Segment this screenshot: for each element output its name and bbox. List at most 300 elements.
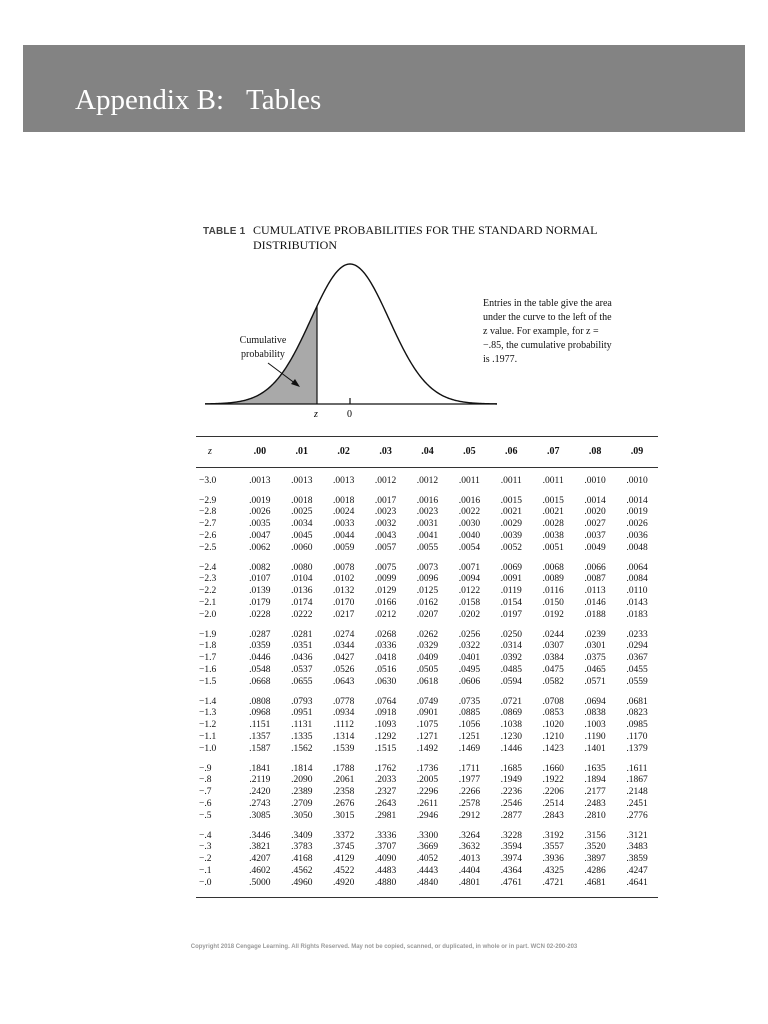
table-row (196, 811, 658, 823)
probability-cell: .0028 (542, 519, 564, 530)
probability-cell: .0020 (584, 507, 606, 518)
table-row (196, 574, 658, 586)
probability-cell: .1093 (374, 720, 397, 731)
probability-cell: .1762 (374, 763, 397, 774)
probability-cell: .0139 (249, 586, 271, 597)
probability-cell: .1492 (416, 743, 439, 754)
z-value-cell: −2.2 (199, 586, 217, 597)
probability-cell: .0968 (249, 708, 271, 719)
probability-cell: .2005 (416, 775, 439, 786)
z-value-cell: −1.6 (199, 664, 217, 675)
probability-cell: .0078 (332, 562, 355, 573)
probability-cell: .0122 (458, 586, 481, 597)
probability-cell: .0033 (332, 519, 355, 530)
probability-cell: .0089 (542, 574, 564, 585)
probability-cell: .3821 (249, 842, 271, 853)
probability-cell: .0559 (626, 676, 648, 687)
table-header-row (196, 437, 658, 468)
probability-cell: .0336 (374, 641, 397, 652)
table-explanation-note: Entries in the table give the area under the curve to the left of the z value. For example, for z = −.85, the cumulative probability is .1977. (483, 298, 612, 365)
probability-cell: .0030 (458, 519, 481, 530)
probability-cell: .0150 (542, 597, 564, 608)
probability-cell: .0207 (416, 609, 439, 620)
probability-cell: .2877 (500, 810, 522, 821)
probability-cell: .1056 (458, 720, 481, 731)
probability-cell: .0045 (291, 530, 313, 541)
probability-cell: .0048 (626, 542, 648, 553)
probability-cell: .0143 (626, 597, 648, 608)
z-value-cell: −1.7 (199, 653, 217, 664)
probability-cell: .3015 (332, 810, 355, 821)
probability-cell: .0516 (374, 664, 397, 675)
table-row (196, 586, 658, 598)
probability-cell: .0075 (374, 562, 397, 573)
probability-cell: .0485 (500, 664, 522, 675)
probability-cell: .4325 (542, 865, 564, 876)
probability-cell: .4129 (332, 854, 355, 865)
probability-cell: .2578 (458, 798, 481, 809)
probability-cell: .4364 (500, 865, 522, 876)
probability-cell: .3483 (626, 842, 648, 853)
probability-cell: .0047 (249, 530, 271, 541)
table-row (196, 653, 658, 665)
probability-cell: .0035 (249, 519, 271, 530)
probability-cell: .2177 (584, 787, 606, 798)
table-caption: CUMULATIVE PROBABILITIES FOR THE STANDARD NORMAL DISTRIBUTION (253, 223, 598, 252)
probability-cell: .0027 (584, 519, 606, 530)
probability-cell: .0901 (416, 708, 439, 719)
probability-cell: .1401 (584, 743, 606, 754)
probability-cell: .3121 (626, 830, 648, 841)
z-value-cell: −2.5 (199, 542, 217, 553)
probability-cell: .4920 (323, 878, 365, 897)
probability-cell: .0091 (500, 574, 522, 585)
probability-cell: .2810 (584, 810, 606, 821)
probability-cell: .0643 (332, 676, 355, 687)
probability-cell: .1814 (291, 763, 313, 774)
probability-cell: .0016 (458, 495, 481, 506)
probability-cell: .3594 (500, 842, 522, 853)
probability-cell: .0129 (374, 586, 397, 597)
probability-cell: .0233 (626, 629, 648, 640)
probability-cell: .2420 (249, 787, 271, 798)
probability-cell: .4880 (365, 878, 407, 897)
probability-cell: .0051 (542, 542, 564, 553)
probability-cell: .3156 (584, 830, 606, 841)
probability-cell: .2546 (500, 798, 522, 809)
probability-cell: .0059 (332, 542, 355, 553)
probability-cell: .0014 (584, 495, 606, 506)
probability-cell: .0162 (416, 597, 439, 608)
probability-cell: .0436 (291, 653, 313, 664)
probability-cell: .0037 (584, 530, 606, 541)
table-row (196, 610, 658, 622)
header-col: .08 (574, 437, 616, 468)
copyright-notice: Copyright 2018 Cengage Learning. All Rights Reserved. May not be copied, scanned, or duplicated, in whole or in part. WCN 02-200-203 (190, 944, 578, 950)
z-value-cell: −1.3 (199, 708, 217, 719)
header-col: .01 (281, 437, 323, 468)
probability-cell: .0166 (374, 597, 397, 608)
probability-cell: .3707 (374, 842, 397, 853)
probability-cell: .3632 (458, 842, 481, 853)
probability-cell: .0170 (332, 597, 355, 608)
probability-cell: .4641 (616, 878, 658, 897)
probability-cell: .0495 (458, 664, 481, 675)
probability-cell: .0069 (500, 562, 522, 573)
table-row (196, 519, 658, 531)
probability-cell: .0934 (332, 708, 355, 719)
probability-cell: .4801 (448, 878, 490, 897)
probability-cell: .1423 (542, 743, 564, 754)
probability-cell: .2946 (416, 810, 439, 821)
probability-cell: .0217 (332, 609, 355, 620)
probability-cell: .0985 (626, 720, 648, 731)
probability-cell: .1190 (584, 731, 606, 742)
probability-cell: .3783 (291, 842, 313, 853)
probability-cell: .3336 (374, 830, 397, 841)
zero-axis-label: 0 (347, 409, 352, 420)
probability-cell: .0026 (249, 507, 271, 518)
probability-cell: .0228 (249, 609, 271, 620)
probability-cell: .0036 (626, 530, 648, 541)
row-group (196, 488, 658, 555)
probability-cell: .2776 (626, 810, 648, 821)
probability-cell: .1251 (458, 731, 481, 742)
z-value-cell: −.9 (199, 763, 212, 774)
probability-cell: .0044 (332, 530, 355, 541)
probability-cell: .0011 (458, 475, 480, 486)
probability-cell: .3228 (500, 830, 522, 841)
probability-cell: .0084 (626, 574, 648, 585)
probability-cell: .3192 (542, 830, 564, 841)
z-value-cell: −2.7 (199, 519, 217, 530)
header-col: .09 (616, 437, 658, 468)
z-value-cell: −.2 (199, 854, 212, 865)
probability-cell: .0197 (500, 609, 522, 620)
probability-cell: .3372 (332, 830, 355, 841)
probability-cell: .2358 (332, 787, 355, 798)
probability-cell: .1788 (332, 763, 355, 774)
header-col: .02 (323, 437, 365, 468)
z-value-cell: −2.1 (199, 597, 217, 608)
probability-cell: .1977 (458, 775, 481, 786)
probability-cell: .0885 (458, 708, 481, 719)
probability-cell: .2206 (542, 787, 564, 798)
probability-cell: .0202 (458, 609, 481, 620)
probability-cell: .0034 (291, 519, 313, 530)
probability-cell: .3085 (249, 810, 271, 821)
probability-cell: .0475 (542, 664, 564, 675)
probability-cell: .0062 (249, 542, 271, 553)
probability-cell: .2389 (291, 787, 313, 798)
probability-cell: .0012 (374, 475, 397, 486)
probability-cell: .0212 (374, 609, 397, 620)
z-value-cell: −1.2 (199, 720, 217, 731)
probability-cell: .0052 (500, 542, 522, 553)
row-group (196, 467, 658, 487)
probability-cell: .0019 (249, 495, 271, 506)
probability-cell: .0011 (542, 475, 564, 486)
table-row (196, 507, 658, 519)
table-row (196, 665, 658, 677)
row-group (196, 622, 658, 689)
z-value-cell: −1.0 (199, 743, 217, 754)
probability-cell: .0055 (416, 542, 439, 553)
probability-cell: .0073 (416, 562, 439, 573)
probability-cell: .0222 (291, 609, 313, 620)
page-title (75, 86, 321, 115)
probability-cell: .0013 (332, 475, 355, 486)
probability-cell: .0060 (291, 542, 313, 553)
probability-cell: .0427 (332, 653, 355, 664)
probability-cell: .0455 (626, 664, 648, 675)
probability-cell: .2451 (626, 798, 648, 809)
probability-cell: .4090 (374, 854, 397, 865)
probability-cell: .2266 (458, 787, 481, 798)
probability-cell: .2676 (332, 798, 355, 809)
probability-cell: .1587 (249, 743, 271, 754)
probability-cell: .0606 (458, 676, 481, 687)
table-row (196, 732, 658, 744)
probability-cell: .0188 (584, 609, 606, 620)
probability-cell: .0537 (291, 664, 313, 675)
probability-cell: .0021 (500, 507, 522, 518)
probability-cell: .0307 (542, 641, 564, 652)
probability-cell: .0351 (291, 641, 313, 652)
probability-cell: .0359 (249, 641, 271, 652)
probability-cell: .4761 (490, 878, 532, 897)
probability-cell: .0015 (500, 495, 522, 506)
probability-cell: .0018 (291, 495, 313, 506)
probability-cell: .4522 (332, 865, 355, 876)
table-row (196, 543, 658, 555)
probability-cell: .0012 (416, 475, 439, 486)
probability-cell: .0024 (332, 507, 355, 518)
probability-cell: .0011 (500, 475, 522, 486)
probability-cell: .0594 (500, 676, 522, 687)
probability-cell: .4168 (291, 854, 313, 865)
probability-cell: .0294 (626, 641, 648, 652)
probability-cell: .2643 (374, 798, 397, 809)
probability-cell: .0505 (416, 664, 439, 675)
probability-cell: .0022 (458, 507, 481, 518)
probability-cell: .0735 (458, 696, 481, 707)
probability-cell: .0043 (374, 530, 397, 541)
probability-cell: .1949 (500, 775, 522, 786)
probability-cell: .0749 (416, 696, 439, 707)
table-row (196, 598, 658, 610)
probability-cell: .0384 (542, 653, 564, 664)
probability-cell: .0256 (458, 629, 481, 640)
probability-cell: .4602 (249, 865, 271, 876)
probability-cell: .2709 (291, 798, 313, 809)
probability-cell: .3859 (626, 854, 648, 865)
table-row (196, 823, 658, 843)
probability-cell: .0681 (626, 696, 648, 707)
probability-cell: .2090 (291, 775, 313, 786)
probability-cell: .0026 (626, 519, 648, 530)
probability-cell: .0019 (626, 507, 648, 518)
probability-cell: .0239 (584, 629, 606, 640)
table-row (196, 775, 658, 787)
probability-cell: .4404 (458, 865, 481, 876)
probability-cell: .0329 (416, 641, 439, 652)
probability-cell: .3745 (332, 842, 355, 853)
probability-cell: .0301 (584, 641, 606, 652)
probability-cell: .4443 (416, 865, 439, 876)
probability-cell: .0013 (249, 475, 271, 486)
probability-cell: .1922 (542, 775, 564, 786)
z-value-cell: −1.4 (199, 696, 217, 707)
table-row (196, 756, 658, 776)
probability-cell: .0040 (458, 530, 481, 541)
probability-cell: .2843 (542, 810, 564, 821)
z-value-cell: −2.8 (199, 507, 217, 518)
probability-cell: .0526 (332, 664, 355, 675)
probability-cell: .0038 (542, 530, 564, 541)
probability-cell: .0054 (458, 542, 481, 553)
probability-cell: .1539 (332, 743, 355, 754)
table-row (196, 555, 658, 575)
probability-cell: .0116 (542, 586, 564, 597)
probability-cell: .4483 (374, 865, 397, 876)
z-value-cell: −.1 (199, 865, 212, 876)
probability-cell: .2743 (249, 798, 271, 809)
table-row (196, 878, 658, 897)
header-col: .07 (532, 437, 574, 468)
probability-cell: .0446 (249, 653, 271, 664)
probability-cell: .0119 (500, 586, 522, 597)
probability-cell: .0174 (291, 597, 313, 608)
probability-cell: .1736 (416, 763, 439, 774)
z-value-cell: −.8 (199, 775, 212, 786)
z-value-cell: −2.0 (199, 609, 217, 620)
probability-cell: .3520 (584, 842, 606, 853)
probability-cell: .0548 (249, 664, 271, 675)
page-title-part1: Appendix B: (75, 84, 225, 116)
probability-cell: .1075 (416, 720, 439, 731)
z-value-cell: −.5 (199, 810, 212, 821)
probability-cell: .0023 (416, 507, 439, 518)
probability-cell: .2236 (500, 787, 522, 798)
probability-cell: .0262 (416, 629, 439, 640)
probability-cell: .0102 (332, 574, 355, 585)
probability-cell: .2611 (416, 798, 438, 809)
z-value-cell: −1.9 (199, 629, 217, 640)
probability-cell: .0274 (332, 629, 355, 640)
table-row (196, 799, 658, 811)
probability-cell: .1685 (500, 763, 522, 774)
probability-cell: .1562 (291, 743, 313, 754)
probability-cell: .2912 (458, 810, 481, 821)
probability-cell: .0367 (626, 653, 648, 664)
probability-cell: .1867 (626, 775, 648, 786)
probability-cell: .0344 (332, 641, 355, 652)
table-row (196, 622, 658, 642)
probability-cell: .0823 (626, 708, 648, 719)
probability-cell: .0071 (458, 562, 481, 573)
probability-cell: .0668 (249, 676, 271, 687)
probability-cell: .0146 (584, 597, 606, 608)
probability-cell: .0025 (291, 507, 313, 518)
probability-cell: .0082 (249, 562, 271, 573)
probability-cell: .0869 (500, 708, 522, 719)
probability-cell: .1210 (542, 731, 564, 742)
header-col: .00 (239, 437, 281, 468)
probability-cell: .4207 (249, 854, 271, 865)
probability-cell: .1292 (374, 731, 397, 742)
table-number: TABLE 1 (203, 226, 246, 237)
header-col: .04 (407, 437, 449, 468)
probability-cell: .3936 (542, 854, 564, 865)
probability-cell: .0764 (374, 696, 397, 707)
z-value-cell: −2.3 (199, 574, 217, 585)
page-title-part2: Tables (246, 84, 322, 116)
probability-cell: .0136 (291, 586, 313, 597)
probability-cell: .0582 (542, 676, 564, 687)
probability-cell: .0721 (500, 696, 522, 707)
table-row (196, 720, 658, 732)
probability-cell: .1379 (626, 743, 648, 754)
table-row (196, 677, 658, 689)
probability-cell: .1151 (249, 720, 271, 731)
probability-cell: .1131 (291, 720, 313, 731)
probability-cell: .0375 (584, 653, 606, 664)
probability-cell: .5000 (239, 878, 281, 897)
z-value-cell: −3.0 (199, 475, 217, 486)
table-row (196, 854, 658, 866)
probability-cell: .0057 (374, 542, 397, 553)
probability-cell: .0099 (374, 574, 397, 585)
probability-cell: .1515 (374, 743, 397, 754)
row-group (196, 555, 658, 622)
probability-cell: .2296 (416, 787, 439, 798)
probability-cell: .0013 (291, 475, 313, 486)
probability-cell: .0618 (416, 676, 439, 687)
probability-cell: .1020 (542, 720, 564, 731)
probability-cell: .2148 (626, 787, 648, 798)
normal-probability-table (196, 436, 658, 898)
probability-cell: .0015 (542, 495, 564, 506)
probability-cell: .4013 (458, 854, 481, 865)
table-row (196, 689, 658, 709)
probability-cell: .3557 (542, 842, 564, 853)
probability-cell: .0094 (458, 574, 481, 585)
probability-cell: .2033 (374, 775, 397, 786)
header-col: .05 (448, 437, 490, 468)
probability-cell: .1314 (332, 731, 355, 742)
probability-cell: .0808 (249, 696, 271, 707)
probability-cell: .0021 (542, 507, 564, 518)
probability-cell: .1357 (249, 731, 271, 742)
table-row (196, 866, 658, 878)
probability-cell: .0110 (626, 586, 648, 597)
probability-cell: .2981 (374, 810, 397, 821)
probability-cell: .0154 (500, 597, 522, 608)
probability-cell: .3300 (416, 830, 439, 841)
probability-cell: .3050 (291, 810, 313, 821)
probability-cell: .0080 (291, 562, 313, 573)
probability-cell: .4286 (584, 865, 606, 876)
probability-cell: .4052 (416, 854, 439, 865)
probability-cell: .4562 (291, 865, 313, 876)
probability-cell: .0010 (584, 475, 606, 486)
probability-cell: .0281 (291, 629, 313, 640)
probability-cell: .0049 (584, 542, 606, 553)
probability-cell: .0655 (291, 676, 313, 687)
probability-cell: .0068 (542, 562, 564, 573)
table-row (196, 488, 658, 508)
